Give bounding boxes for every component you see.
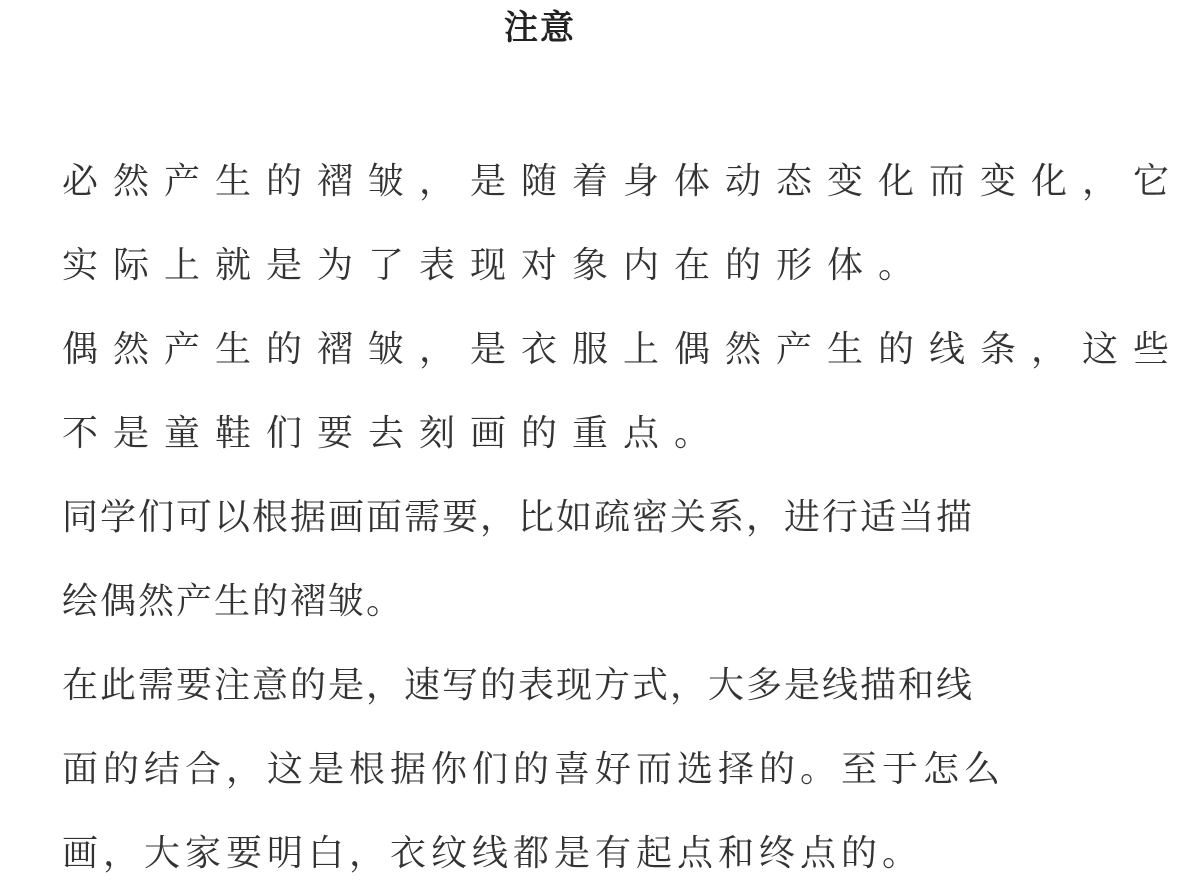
- paragraph-line: 偶然产生的褶皱，是衣服上偶然产生的线条，这些: [62, 329, 1184, 370]
- paragraph-line: 同学们可以根据画面需要，比如疏密关系，进行适当描: [62, 497, 975, 538]
- paragraph-line: 实际上就是为了表现对象内在的形体。: [62, 245, 930, 286]
- article-body: [62, 140, 1184, 896]
- section-title: 注意: [504, 8, 576, 48]
- paragraph-line: 画，大家要明白，衣纹线都是有起点和终点的。: [62, 833, 924, 874]
- paragraph-line: 面的结合，这是根据你们的喜好而选择的。至于怎么: [62, 749, 1006, 790]
- paragraph-line: 不是童鞋们要去刻画的重点。: [62, 413, 726, 454]
- paragraph-line: 必然产生的褶皱，是随着身体动态变化而变化，它: [62, 161, 1184, 202]
- paragraph-line: 绘偶然产生的褶皱。: [62, 581, 405, 622]
- paragraph-line: 在此需要注意的是，速写的表现方式，大多是线描和线: [62, 665, 975, 706]
